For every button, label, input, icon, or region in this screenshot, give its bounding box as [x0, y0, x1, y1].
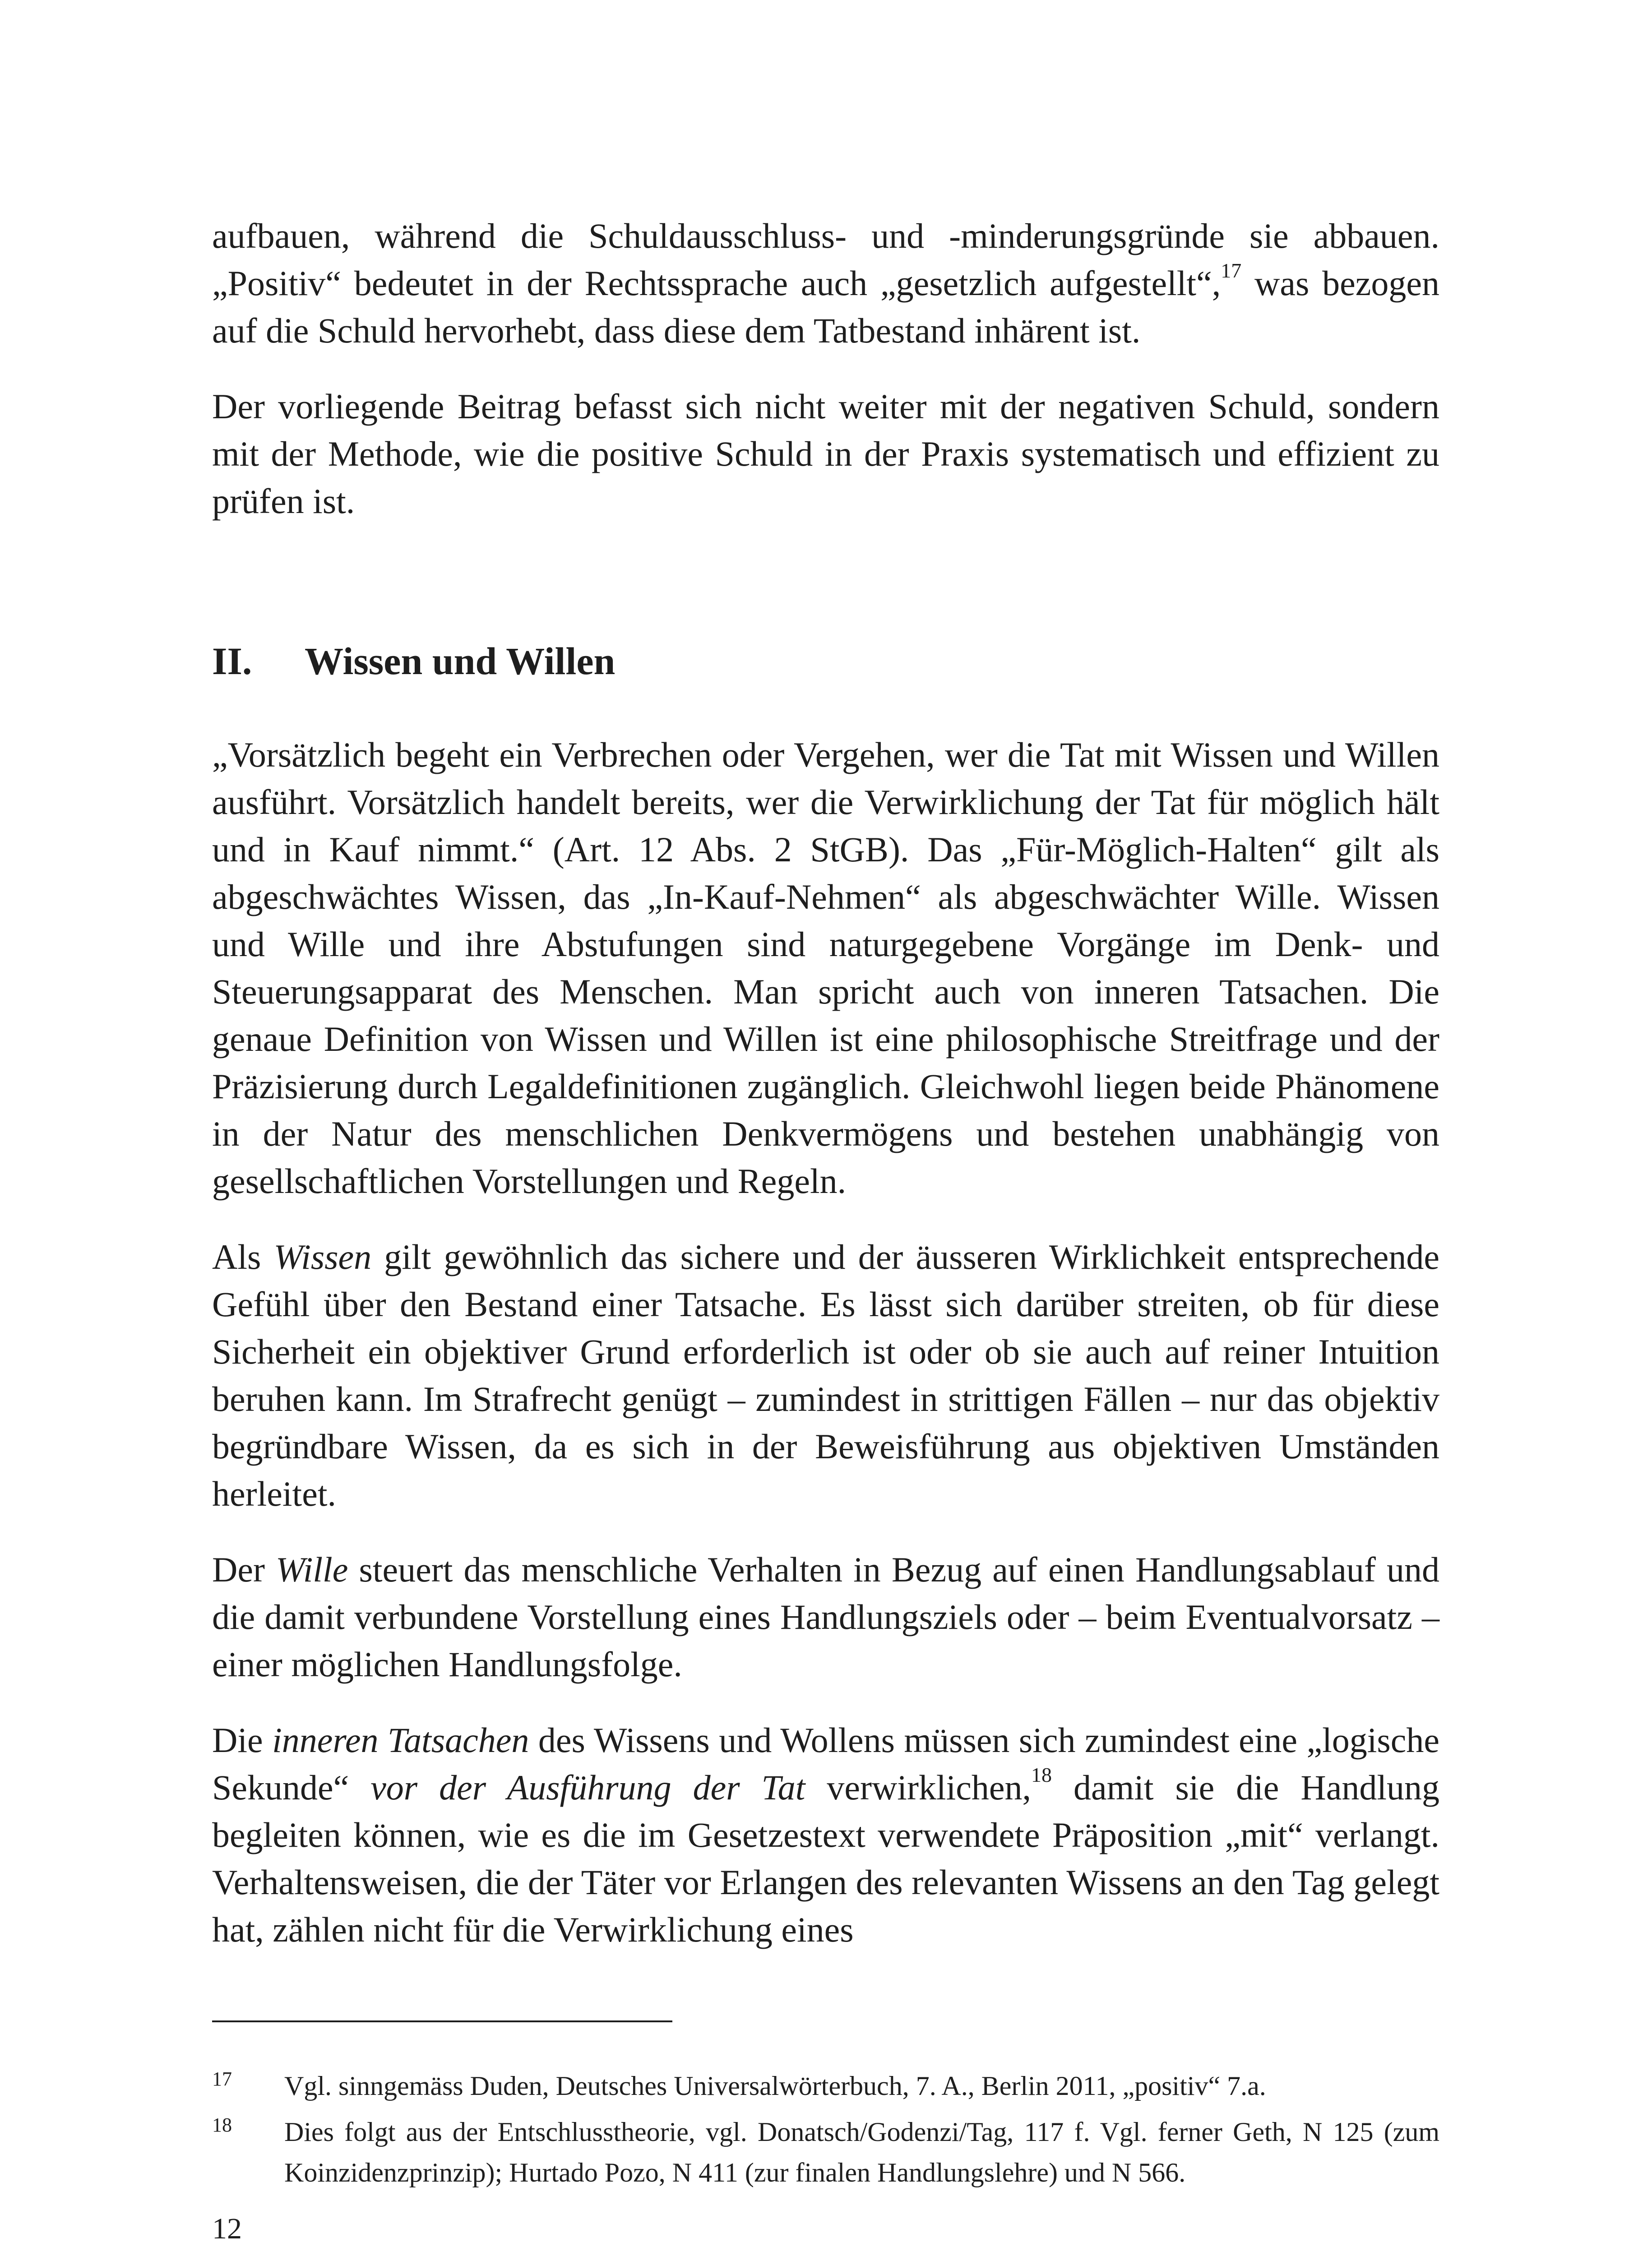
- footnote-number: 18: [212, 2114, 232, 2136]
- footnote-ref-18[interactable]: 18: [1031, 1763, 1052, 1786]
- term-wille: Wille: [276, 1550, 348, 1589]
- intro-paragraph-2: Der vorliegende Beitrag befasst sich nicht weiter mit der negativen Schuld, sondern mit der Methode, wie die positive Schuld in der Praxis systematisch und effizient zu prüfen ist.: [212, 387, 1439, 521]
- section-number: II.: [212, 639, 252, 683]
- footnote-number: 17: [212, 2068, 232, 2090]
- term-vor-der-ausfuehrung: vor der Ausführung der Tat: [370, 1768, 805, 1807]
- footnote-text: Vgl. sinngemäss Duden, Deutsches Universalwörterbuch, 7. A., Berlin 2011, „positiv“ 7.a.: [284, 2071, 1266, 2101]
- section-paragraph-1: „Vorsätzlich begeht ein Verbrechen oder Vergehen, wer die Tat mit Wissen und Willen ausführt. Vorsätzlich handelt bereits, wer die Verwirklichung der Tat für möglich hält und in Kauf nimmt.“ (Art. 12 Abs. 2 StGB). Das „Für-Möglich-Halten“ gilt als abgeschwächtes Wissen, das „In-Kauf-Nehmen“ als abgeschwächter Wille. Wissen und Wille und ihre Abstufungen sind naturgegebene Vorgänge im Denk- und Steuerungsapparat des Menschen. Man spricht auch von inneren Tatsachen. Die genaue Definition von Wissen und Willen ist eine philosophische Streitfrage und der Präzisierung durch Legaldefinitionen zugänglich. Gleichwohl liegen beide Phänomene in der Natur des menschlichen Denkvermögens und bestehen unabhängig von gesellschaftlichen Vorstellungen und Regeln.: [212, 735, 1439, 1201]
- section-heading: [212, 636, 615, 686]
- intro-paragraph-1: aufbauen, während die Schuldausschluss- und -minderungsgründe sie abbauen. „Positiv“ bedeutet in der Rechtssprache auch „gesetzlich aufgestellt“,$^{17}$ was bezogen auf die Schuld hervorhebt, dass diese dem Tatbestand inhärent ist.: [212, 216, 1439, 350]
- section-paragraph-4: Die inneren Tatsachen des Wissens und Wollens müssen sich zumindest eine „logische Sekunde“ vor der Ausführung der Tat verwirklichen,$^{18}$ damit sie die Handlung begleiten können, wie es die im Gesetzestext verwendete Präposition „mit“ verlangt. Verhaltensweisen, die der Täter vor Erlangen des relevanten Wissens an den Tag gelegt hat, zählen nicht für die Verwirklichung eines: [212, 1720, 1440, 1949]
- page-number: 12: [212, 2212, 242, 2245]
- term-wissen: Wissen: [273, 1237, 372, 1276]
- footnote-text: Dies folgt aus der Entschlusstheorie, vgl. Donatsch/Godenzi/Tag, 117 f. Vgl. ferner Geth, N 125 (zum Koinzidenzprinzip); Hurtado Pozo, N 411 (zur finalen Handlungslehre) und N 566.: [284, 2117, 1439, 2187]
- section-paragraph-2: Als Wissen gilt gewöhnlich das sichere und der äusseren Wirklichkeit entsprechende Gefühl über den Bestand einer Tatsache. Es lässt sich darüber streiten, ob für diese Sicherheit ein objektiver Grund erforderlich ist oder ob sie auch auf reiner Intuition beruhen kann. Im Strafrecht genügt – zumindest in strittigen Fällen – nur das objektiv begründbare Wissen, da es sich in der Beweisführung aus objektiven Umständen herleitet.: [212, 1237, 1440, 1513]
- footnote-17: [212, 2066, 1439, 2106]
- section-text-block: [212, 731, 1439, 1953]
- footnote-separator: [212, 2020, 672, 2022]
- section-title: Wissen und Willen: [305, 639, 615, 683]
- footnote-ref-17[interactable]: 17: [1221, 259, 1242, 282]
- term-innere-tatsachen: inneren Tatsachen: [272, 1720, 529, 1760]
- intro-text-block: [212, 212, 1439, 525]
- section-paragraph-3: Der Wille steuert das menschliche Verhalten in Bezug auf einen Handlungsablauf und die damit verbundene Vorstellung eines Handlungsziels oder – beim Eventualvorsatz – einer möglichen Handlungsfolge.: [212, 1550, 1439, 1684]
- footnote-18: [212, 2112, 1439, 2193]
